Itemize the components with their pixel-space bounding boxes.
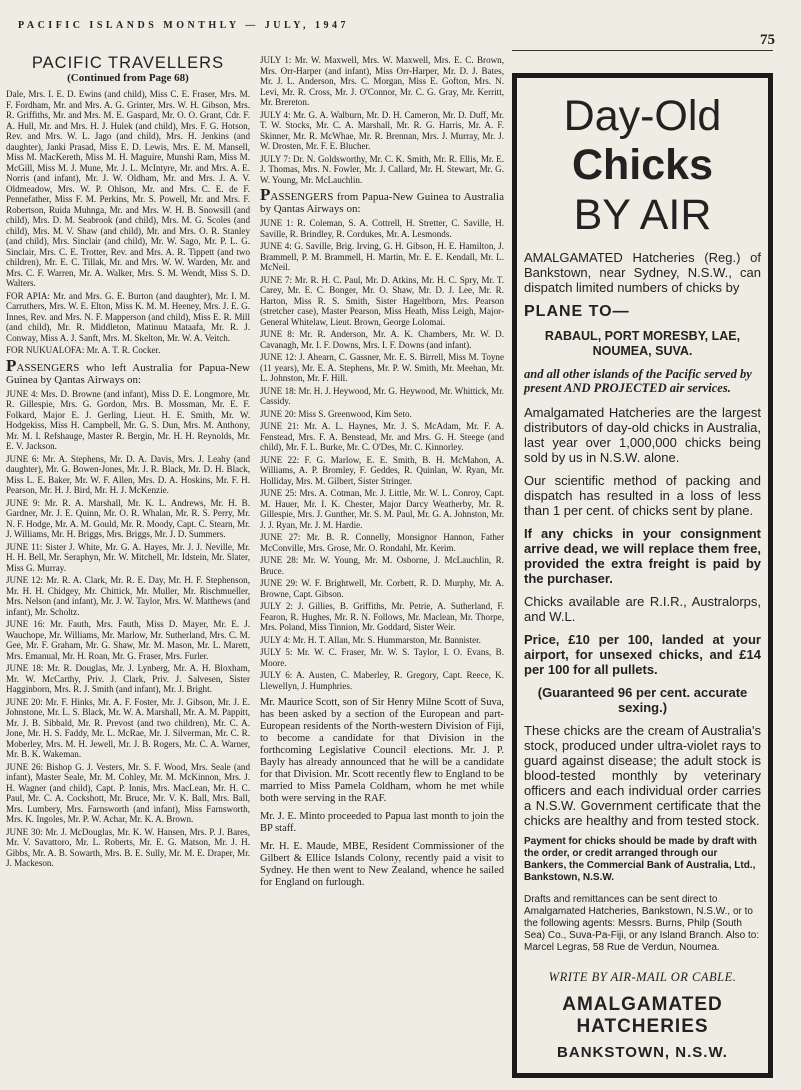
paragraph: Dale, Mrs. I. E. D. Ewins (and child), Miss C. E. Fraser, Mrs. M. F. Fordham, Mr. and Mrs. A. G. Grinter, Mrs. W. H. Gibson, Mrs. R. Griffiths, Mr. and Mrs. M. E. Gaspard, Mr. O. O. Grant, Cdr. F. A. Hull, Mr. and Mrs. H. J. Hulek (and child), Mrs. F. G. Hotson, Rev. and Mrs. W. L. Jago (and child), Mrs. H. Jenkins (and daughter), Janki Prasad, Miss E. D. Lewis, Mrs. E. M. Mansell, Miss M. MacKereth, Miss M. H. Maguire, Munshi Ram, Miss M. McGill, Miss M. J. Mune, Mr. J. L. McIntyre, Mr. and Mrs. A. E. Norris (and infant), Mr. J. W. Oldham, Mr. and Mrs. J. A. V. Oldmeadow, Mrs. W. P. Ohlson, Mr. and Mrs. C. E. de F. Pennefather, Miss F. M. Perkins, Mr. S. Powell, Mr. and Mrs. F. Robertson, Ruida Muhnga, Mr. and Mrs. W. H. B. Snowsill (and child), Mrs. D. M. Seabrook (and child), Mrs. M. G. Scoles (and child), Mrs. M. V. Shaw (and child), Mr. and Mrs. O. R. Stanley (and child), Mrs. Sinclair (and child), Mr. W. Sago, Mr. P. L. G. Sinclair, Mrs. C. E. Trotter, Rev. and Mrs. A. R. Tippett (and two children), Mr. E. C. Tillak, Mr. and Mrs. W. W. Warden, Mr. and Mrs. C. F. Warren, Mr. A. Walker, Mrs. S. M. Wendt, Miss S. D. Walters. [6, 89, 250, 288]
paragraph: JUNE 6: Mr. A. Stephens, Mr. D. A. Davis, Mrs. J. Leahy (and daughter), Mr. G. Bowen-Jones, Mr. J. R. Black, Mr. D. H. Black, Miss L. E. Baker, Mr. W. F. Allen, Mrs. D. A. Hoskins, Mr. F. H. Pearson, Mr. H. J. Bird, Mr. H. J. McKenzie. [6, 453, 250, 495]
section-heading [6, 355, 250, 386]
paragraph: JUNE 12: Mr. R. A. Clark, Mr. R. E. Day, Mr. H. F. Stephenson, Mr. H. H. Chidgey, Mr. Chittick, Mr. Muller, Mr. Rischmueller, Mrs. Nelson (and infant), Mr. J. W. Taylor, Mrs. W. Matthews (and infant), Mr. Scholtz. [6, 575, 250, 617]
advertisement [512, 73, 773, 1078]
paragraph: JUNE 8: Mr. R. Anderson, Mr. A. K. Chambers, Mr. W. D. Cavanagh, Mr. I. F. Downs, Mrs. I. F. Downs (and infant). [260, 329, 504, 350]
section-heading [260, 185, 504, 215]
running-head: PACIFIC ISLANDS MONTHLY — JULY, 1947 [18, 20, 350, 31]
section-title: PACIFIC TRAVELLERS [31, 54, 225, 72]
news-item: Mr. J. E. Minto proceeded to Papua last month to join the BP staff. [260, 811, 504, 834]
top-rule [512, 50, 773, 51]
ad-headline-2: Chicks [571, 141, 713, 189]
ad-guarantee: If any chicks in your consignment arrive dead, we will replace them free, provided the extra freight is paid by the purchaser. [524, 526, 761, 586]
paragraph: JUNE 30: Mr. J. McDouglas, Mr. K. W. Hansen, Mrs. P. J. Bares, Mr. V. Savattoro, Mr. L. Roberts, Mr. E. G. Matson, Mr. J. H. Gibbs, Mr. A. B. Sowarth, Mrs. B. E. Sully, Mr. M. E. Draper, Mr. J. Mackeson. [6, 826, 250, 868]
page-number: 75 [760, 32, 775, 48]
column-middle [260, 55, 504, 1065]
ad-intro: AMALGAMATED Hatcheries (Reg.) of Bankstown, near Sydney, N.S.W., can dispatch limited numbers of chicks by [524, 250, 761, 295]
ad-drafts: Drafts and remittances can be sent direct to Amalgamated Hatcheries, Bankstown, N.S.W., or to the following agents: Messrs. Burns, Philp (South Sea) Co., Suva-Pa-Fiji, or any Island Branch. Also to: Marcel Legras, 58 Rue de Verdun, Noumea. [524, 894, 760, 953]
paragraph: JUNE 27: Mr. B. R. Connelly, Monsignor Hannon, Father McConville, Mrs. Grose, Mr. O. Rondahl, Mr. Kerim. [260, 532, 504, 553]
paragraph: JUNE 21: Mr. A. L. Haynes, Mr. J. S. McAdam, Mr. F. A. Fenstead, Mrs. F. A. Benstead, Mr. and Mrs. G. H. Steege (and child), Mr. F. L. Burke, Mr. C. O'Des, Mr. C. Kinnorley. [260, 421, 504, 452]
paragraph: JULY 2: J. Gillies, B. Griffiths, Mr. Petrie, A. Sutherland, F. Fearon, R. Hughes, Mr. R. N. Follows, Mr. Maclean, Mr. Thorpe, Mrs. Poland, Miss Tinnion, Mr. Goddard, Sister Weir. [260, 601, 504, 632]
ad-destinations: RABAUL, PORT MORESBY, LAE, NOUMEA, SUVA. [544, 329, 741, 358]
ad-cream: These chicks are the cream of Australia's stock, produced under ultra-violet rays to guard against disease; the adult stock is blood-tested monthly by veterinary officers and each individual order carries a N.S.W. Government certificate that the chicks are healthy and from tested stock. [524, 723, 761, 828]
paragraph: FOR NUKUALOFA: Mr. A. T. R. Cocker. [6, 345, 161, 355]
paragraph: JUNE 22: F. G. Marlow, E. E. Smith, B. H. McMahon, A. Williams, A. P. Bromley, F. Geddes, R. Quinlan, W. Ryan, Mr. Holliday, Mrs. M. Gilbert, Sister Stringer. [260, 454, 504, 486]
paragraph: FOR APIA: Mr. and Mrs. G. E. Burton (and daughter), Mr. I. M. Carruthers, Mrs. W. E. Elton, Miss K. M. M. Heeney, Mrs. J. E. G. Innes, Rev. and Mrs. N. F. Mapperson (and child), Miss E. R. Mill (and child), Mr. R. Middleton, Matinuu Mataafa, Mr. R. J. Conway, Miss A. J. Sanft, Mrs. M. Skelton, Mr. W. A. Veitch. [6, 290, 250, 343]
paragraph: JUNE 26: Bishop G. J. Vesters, Mr. S. F. Wood, Mrs. Seale (and infant), Master Seale, Mr. M. Cohley, Mr. M. McKinnon, Mrs. J. H. Wagner (and child), Capt. P. Innis, Mrs. MacLean, Mr. H. C. Paul, Mr. C. A. Cockshott, Mr. Bruce, Mr. V. K. Ball, Mrs. Ball, Mrs. Lumbery, Mrs. Farnsworth (and infant), Miss Farnsworth, Mrs. K. Ingoles, Mr. P. W. Achar, Mr. K. A. Brown. [6, 761, 250, 824]
ad-write: WRITE BY AIR-MAIL OR CABLE. [548, 970, 737, 984]
section-heading-text: ASSENGERS from Papua-New Guinea to Australia by Qantas Airways on: [260, 191, 504, 215]
paragraph: JUNE 9: Mr. R. A. Marshall, Mr. K. L. Andrews, Mr. H. B. Gardner, Mr. J. E. Quinn, Mr. O. R. Whalan, Mr. R. S. Perry, Mr. N. F. Hodge, Mr. A. M. Gould, Mr. R. Moody, Capt. C. Stearn, Mr. J. Williams, Mr. H. Briggs, Mrs. Briggs, Mr. J. D. Summers. [6, 497, 250, 539]
ad-headline-1: Day-Old [563, 92, 722, 140]
section-subtitle: (Continued from Page 68) [67, 72, 189, 84]
paragraph: JULY 6: A. Austen, C. Maberley, R. Gregory, Capt. Reece, K. Llewellyn, J. Humphries. [260, 670, 504, 691]
paragraph: JULY 1: Mr. W. Maxwell, Mrs. W. Maxwell, Mrs. E. C. Brown, Mrs. Orr-Harper (and infant), Miss Orr-Harper, Mr. D. J. Bates, Mr. J. L. Anderson, Mrs. C. Morgan, Miss E. Gofton, Mrs. N. Levi, Mr. R. Cross, Mr. J. O'Connor, Mr. C. G. Gray, Mr. Kerritt, Mr. Brereton. [260, 55, 504, 107]
ad-breeds: Chicks available are R.I.R., Australorps, and W.L. [524, 594, 761, 624]
ad-body: Our scientific method of packing and dispatch has resulted in a loss of less than 1 per cent. of chicks sent by plane. [524, 473, 761, 518]
paragraph: JULY 7: Dr. N. Goldsworthy, Mr. C. K. Smith, Mr. R. Ellis, Mr. E. J. Thomas, Mrs. N. Fowler, Mr. J. Callard, Mr. H. Stewart, Mr. G. W. Young, Mr. McLauchlin. [260, 153, 504, 185]
news-item: Mr. Maurice Scott, son of Sir Henry Milne Scott of Suva, has been asked by a section of the European and part-European residents of the North-western Division of Fiji, to become a candidate for that Division in the forthcoming Legislative Council elections. Mr. J. P. Bayly has already announced that he will be a candidate for that Division. Mr. Scott recently flew to England to be married to Miss Pamela Coldham, whom he met while both were serving in the RAF. [260, 697, 504, 804]
ad-plane-heading: PLANE TO— [524, 303, 630, 320]
ad-sexing: (Guaranteed 96 per cent. accurate sexing.) [537, 685, 748, 715]
paragraph: JULY 5: Mr. W. C. Fraser, Mr. W. S. Taylor, I. O. Evans, B. Moore. [260, 647, 504, 668]
paragraph: JUNE 20: Miss S. Greenwood, Kim Seto. [260, 408, 412, 419]
ad-location: BANKSTOWN, N.S.W. [557, 1044, 728, 1061]
dropcap: P [260, 185, 271, 204]
paragraph: JUNE 11: Sister J. White, Mr. G. A. Hayes, Mr. J. J. Neville, Mr. H. H. Bell, Mr. Seraphyn, Mr. W. Mitchell, Mr. Idstein, Mr. Slater, Miss G. Murray. [6, 541, 250, 573]
ad-price: Price, £10 per 100, landed at your airport, for unsexed chicks, and £14 per 100 for all pullets. [524, 632, 761, 677]
paragraph: JUNE 28: Mr. W. Young, Mr. M. Osborne, J. McLauchlin, R. Bruce. [260, 555, 504, 576]
paragraph: JUNE 1: R. Coleman, S. A. Cottrell, H. Stretter, C. Saville, H. Saville, R. Brindley, R. Cordukes, Mr. A. Lesmonds. [260, 218, 504, 239]
ad-payment: Payment for chicks should be made by draft with the order, or credit arranged through our Bankers, the Commercial Bank of Australia, Ltd., Bankstown, N.S.W. [524, 836, 757, 883]
paragraph: JUNE 16: Mr. Fauth, Mrs. Fauth, Miss D. Mayer, Mr. E. J. Wauchope, Mr. Williams, Mr. Marlow, Mr. Sutherland, Mrs. C. M. Gee, Mr. F. Graham, Mr. G. Shaw, Mr. M. Mason, Mr. L. Marett, Mrs. Emanual, Mr. H. Roan, Mr. G. Fraser, Mrs. Furler. [6, 619, 250, 661]
paragraph: JUNE 25: Mrs. A. Cotman, Mr. J. Little, Mr. W. L. Conroy, Capt. M. Hauer, Mr. I. K. Chester, Major Darcy Weatherby, Mr. R. Gillespie, Mrs. J. Gunther, Mr. S. M. Paul, Mr. G. A. Johnston, Mr. J. J. Ryan, Mr. J. M. Hardie. [260, 488, 504, 530]
paragraph: JUNE 12: J. Ahearn, C. Gassner, Mr. E. S. Birrell, Miss M. Toyne (11 years), Mr. E. A. Stephens, Mr. P. W. Smith, Mr. Meehan, Mr. L. Johnston, Mr. F. Hill. [260, 352, 504, 383]
column-left [6, 50, 250, 1086]
ad-brand-2: HATCHERIES [576, 1016, 709, 1037]
paragraph: JUNE 18: Mr. R. Douglas, Mr. J. Lynberg, Mr. A. H. Bloxham, Mr. W. McCarthy, Priv. J. Clark, Priv. J. Salvesen, Sister Hagginborn, Mrs. R. J. Smith (and infant), Mr. J. Bright. [6, 663, 250, 694]
news-item: Mr. H. E. Maude, MBE, Resident Commissioner of the Gilbert & Ellice Islands Colony, recently paid a visit to Sydney. He then went to New Zealand, whence he sailed for England on furlough. [260, 841, 504, 888]
paragraph: JULY 4: Mr. G. A. Walburn, Mr. D. H. Cameron, Mr. D. Duff, Mr. T. W. Stocks, Mr. C. A. Marshall, Mr. R. G. Harris, Mr. A. F. Skinner, Mr. R. McWhae, Mr. R. Brennan, Mrs. J. Murray, Mr. J. W. Drosten, Mr. F. E. Blucher. [260, 109, 504, 151]
paragraph: JUNE 29: W. F. Brightwell, Mr. Corbett, R. D. Murphy, Mr. A. Browne, Capt. Gibson. [260, 578, 504, 599]
paragraph: JUNE 4: Mrs. D. Browne (and infant), Miss D. E. Longmore, Mr. R. Gillespie, Mrs. G. Gordon, Mrs. B. Mossman, Mr. E. F. Folkard, Major E. J. Gerling, Lieut. H. E. Smith, Mr. W. Hodgekiss, Miss H. Campbell, Mr. G. S. Dun, Mrs. M. Anthony, Mr. M. I. Refshauge, Master R. Bergin, Mr. H. H. Reynolds, Mr. E. V. Jackson. [6, 388, 250, 451]
ad-brand-1: AMALGAMATED [562, 994, 723, 1015]
paragraph: JUNE 18: Mr. H. J. Heywood, Mr. G. Heywood, Mr. Whittick, Mr. Cassidy. [260, 385, 504, 406]
ad-islands: and all other islands of the Pacific served by present AND PROJECTED air services. [524, 367, 752, 395]
paragraph: JUNE 4: G. Saville, Brig. Irving, G. H. Gibson, H. E. Hamilton, J. Brammell, P. M. Brammell, H. Martin, Mr. E. E. Kendall, Mr. L. McNeil. [260, 241, 504, 272]
paragraph: JUNE 7: Mr. R. H. C. Paul, Mr. D. Atkins, Mr. H. C. Spry, Mr. T. Carey, Mr. E. C. Bonger, Mr. O. Shaw, Mr. D. J. Lee, Mr. R. Harton, Miss R. S. Smith, Sister Hageltborn, Mrs. Pearson (stretcher case), Master Pearson, Miss Heath, Miss Leigh, Major-General Whitelaw, Lieut. Brown, George Lolomai. [260, 274, 504, 327]
ad-headline-3: BY AIR [573, 191, 712, 239]
paragraph: JULY 4: Mr. H. T. Allan, Mr. S. Hummarston, Mr. Bannister. [260, 634, 481, 645]
ad-body: Amalgamated Hatcheries are the largest distributors of day-old chicks in Australia, last year over 1,000,000 chicks being sold by us in N.S.W. alone. [524, 405, 761, 465]
dropcap: P [6, 355, 17, 375]
section-heading-text: ASSENGERS who left Australia for Papua-New Guinea by Qantas Airways on: [6, 361, 250, 386]
paragraph: JUNE 20: Mr. F. Hinks, Mr. A. F. Foster, Mr. J. Gibson, Mr. J. E. Johnstone, Mr. L. S. Black, Mr. W. A. Marshall, Mr. A. M. Pappitt, Mr. J. B. Sibbald, Mr. R. Prevost (and two children), Mr. C. A. Jone, Mr. H. S. Faddy, Mr. L. McRae, Mr. J. Silverman, Mr. C. R. Moberley, Mrs. M. H. Jewell, Mr. J. B. Rogers, Mr. C. A. Warner, Mr. B. K. Wakeman. [6, 696, 250, 759]
